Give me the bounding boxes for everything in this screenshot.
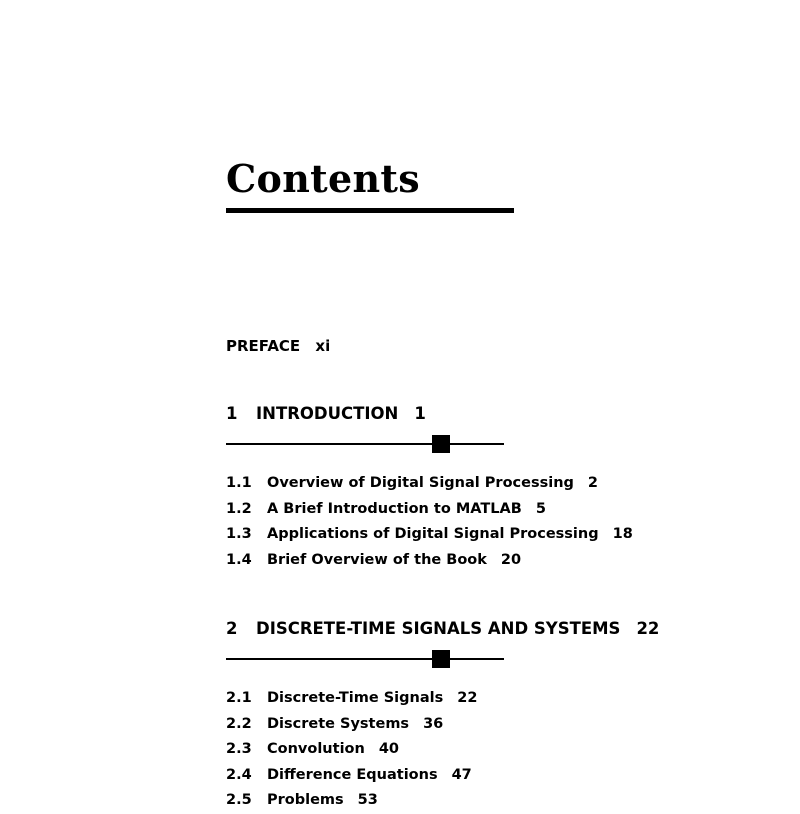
chapter-page: 22 <box>636 619 660 638</box>
divider-square <box>432 650 450 668</box>
section-entry[interactable] <box>226 686 477 712</box>
chapter-1-sections <box>226 471 633 573</box>
section-page: 47 <box>451 766 472 783</box>
section-number: 1.1 <box>226 475 252 491</box>
section-number: 1.3 <box>226 526 252 542</box>
divider-line <box>226 658 504 660</box>
section-title: Problems <box>267 792 344 808</box>
section-number: 1.4 <box>226 551 252 568</box>
section-number: 2.1 <box>226 690 252 706</box>
chapter-number: 1 <box>226 404 238 423</box>
chapter-1-heading[interactable] <box>226 403 426 425</box>
divider-line <box>226 443 504 445</box>
section-number: 2.3 <box>226 741 252 757</box>
chapter-divider <box>226 650 504 668</box>
section-entry[interactable] <box>226 737 477 763</box>
divider-square <box>432 435 450 453</box>
preface-entry[interactable] <box>226 336 330 356</box>
preface-page: xi <box>315 337 331 355</box>
section-page: 53 <box>357 792 378 808</box>
section-entry[interactable] <box>226 712 477 738</box>
title-rule <box>226 208 514 213</box>
section-page: 20 <box>500 551 522 568</box>
section-page: 2 <box>587 475 598 491</box>
section-title: Difference Equations <box>267 766 438 783</box>
section-number: 2.4 <box>226 766 252 783</box>
section-page: 36 <box>423 715 444 732</box>
section-page: 5 <box>535 500 546 517</box>
page-title: Contents <box>226 156 420 201</box>
section-page: 18 <box>612 526 633 542</box>
preface-label: PREFACE <box>226 337 301 355</box>
section-number: 1.2 <box>226 500 252 517</box>
section-number: 2.5 <box>226 792 252 808</box>
chapter-page: 1 <box>414 404 426 423</box>
chapter-title: INTRODUCTION <box>256 404 399 423</box>
section-entry[interactable] <box>226 788 477 814</box>
chapter-number: 2 <box>226 619 238 638</box>
section-entry[interactable] <box>226 522 633 548</box>
section-page: 40 <box>378 741 400 757</box>
section-title: A Brief Introduction to MATLAB <box>267 500 522 517</box>
section-title: Brief Overview of the Book <box>267 551 487 568</box>
section-title: Applications of Digital Signal Processing <box>267 526 599 542</box>
chapter-divider <box>226 435 504 453</box>
section-entry[interactable] <box>226 497 633 523</box>
section-title: Convolution <box>267 741 365 757</box>
chapter-2-sections <box>226 686 477 814</box>
section-entry[interactable] <box>226 471 633 497</box>
section-page: 22 <box>457 690 478 706</box>
section-entry[interactable] <box>226 548 633 574</box>
section-number: 2.2 <box>226 715 252 732</box>
chapter-2-heading[interactable] <box>226 618 659 640</box>
section-title: Overview of Digital Signal Processing <box>267 475 574 491</box>
section-entry[interactable] <box>226 763 477 789</box>
section-title: Discrete-Time Signals <box>267 690 444 706</box>
section-title: Discrete Systems <box>267 715 410 732</box>
chapter-title: DISCRETE-TIME SIGNALS AND SYSTEMS <box>256 619 621 638</box>
